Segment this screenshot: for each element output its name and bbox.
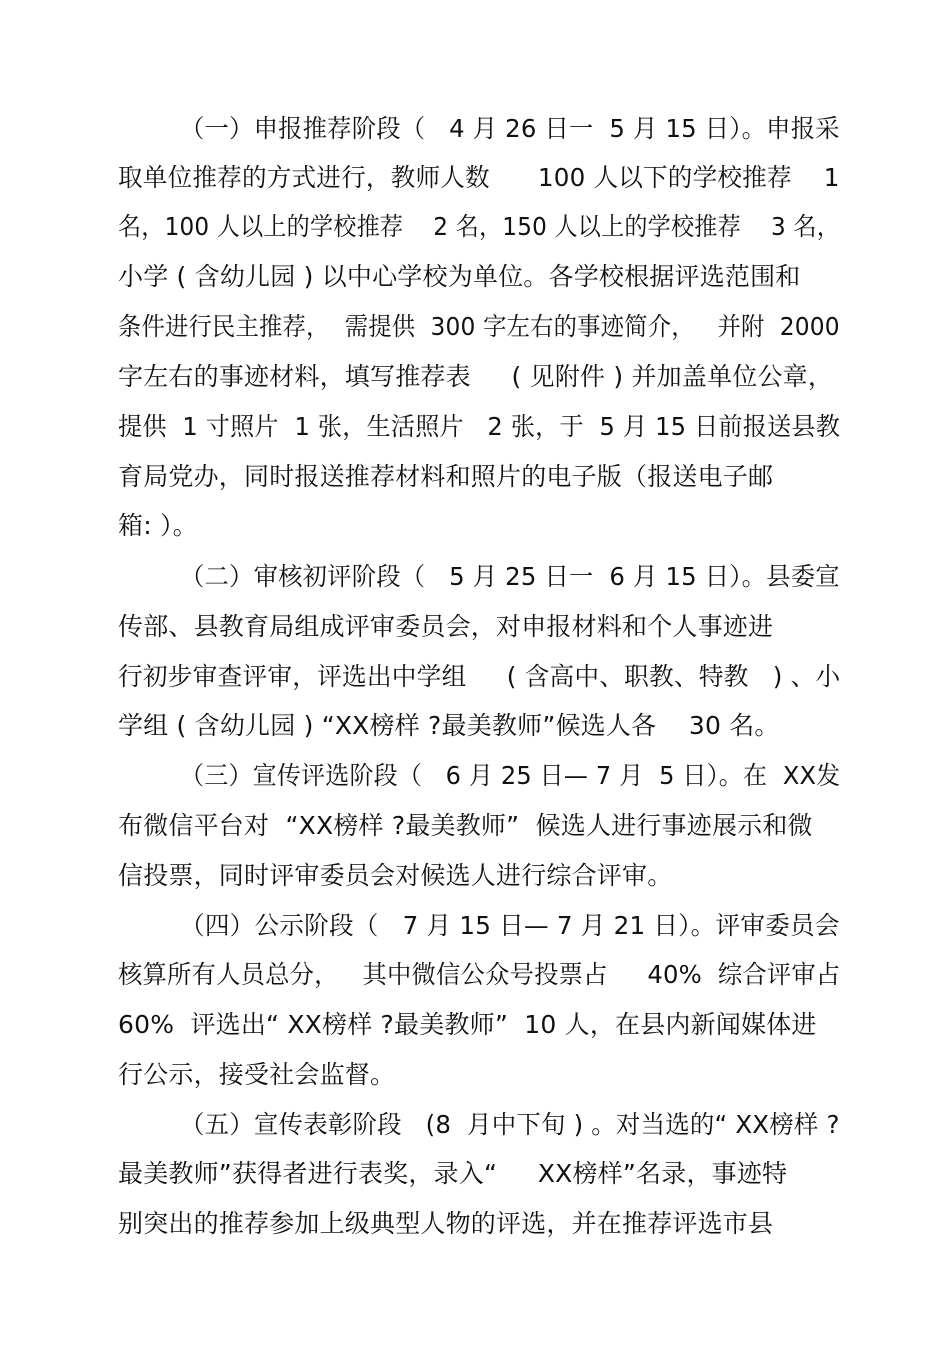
text-line: 行初步审查评审，评选出中学组 ( 含高中、职教、特教 ) 、小 xyxy=(118,662,841,691)
text-line: 字左右的事迹材料，填写推荐表 ( 见附件 ) 并加盖单位公章， xyxy=(118,362,834,391)
text-line: 60% 评选出“ XX榜样 ?最美教师” 10 人，在县内新闻媒体进 xyxy=(118,1010,817,1039)
text-line: 学组 ( 含幼儿园 ) “XX榜样 ?最美教师”候选人各 30 名。 xyxy=(118,711,780,740)
text-line: 布微信平台对 “XX榜样 ?最美教师” 候选人进行事迹展示和微 xyxy=(118,811,813,840)
text-line: 箱: ）。 xyxy=(118,511,198,540)
text-line: （一）申报推荐阶段（ 4 月 26 日一 5 月 15 日）。申报采 xyxy=(180,114,840,143)
text-line: 提供 1 寸照片 1 张，生活照片 2 张，于 5 月 15 日前报送县教 xyxy=(118,412,841,441)
text-line: 行公示，接受社会监督。 xyxy=(118,1060,396,1089)
text-line: （三）宣传评选阶段（ 6 月 25 日— 7 月 5 日）。在 XX发 xyxy=(180,761,841,790)
text-line: （五）宣传表彰阶段 (8 月中下旬 ) 。对当选的“ XX榜样 ? xyxy=(180,1110,840,1139)
text-line: （二）审核初评阶段（ 5 月 25 日一 6 月 15 日）。县委宣 xyxy=(180,562,840,591)
text-line: 信投票，同时评审委员会对候选人进行综合评审。 xyxy=(118,861,673,890)
text-line: 条件进行民主推荐， 需提供 300 字左右的事迹简介， 并附 2000 xyxy=(118,312,840,341)
text-line: 最美教师”获得者进行表奖，录入“ XX榜样”名录，事迹特 xyxy=(118,1159,788,1188)
text-line: （四）公示阶段（ 7 月 15 日— 7 月 21 日）。评审委员会 xyxy=(180,911,840,940)
text-line: 育局党办，同时报送推荐材料和照片的电子版（报送电子邮 xyxy=(118,462,774,491)
text-line: 名，100 人以上的学校推荐 2 名，150 人以上的学校推荐 3 名， xyxy=(118,212,841,241)
text-line: 小学 ( 含幼儿园 ) 以中心学校为单位。各学校根据评选范围和 xyxy=(118,262,801,291)
text-line: 传部、县教育局组成评审委员会，对申报材料和个人事迹进 xyxy=(118,612,774,641)
text-line: 别突出的推荐参加上级典型人物的评选，并在推荐评选市县 xyxy=(118,1209,774,1238)
text-line: 取单位推荐的方式进行，教师人数 100 人以下的学校推荐 1 xyxy=(118,163,840,192)
text-line: 核算所有人员总分， 其中微信公众号投票占 40% 综合评审占 xyxy=(118,960,841,989)
